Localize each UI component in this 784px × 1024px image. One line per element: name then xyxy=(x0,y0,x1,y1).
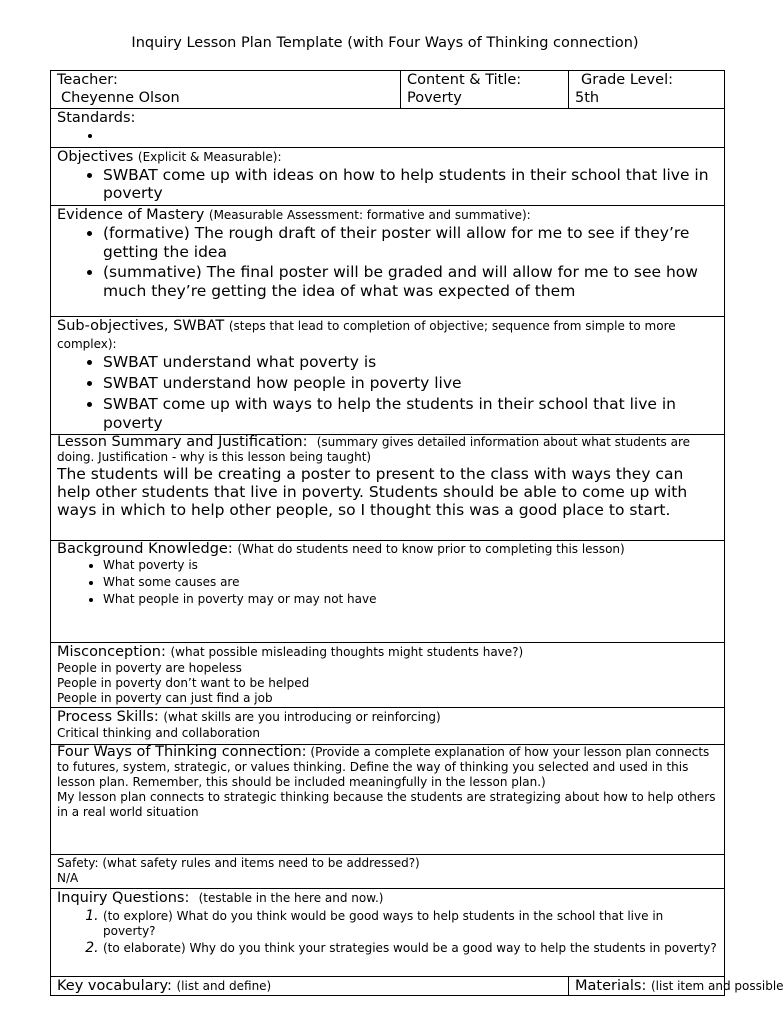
summary-label: Lesson Summary and Justification: xyxy=(57,434,308,450)
header-row xyxy=(51,71,725,109)
lesson-plan-table xyxy=(50,70,784,996)
safety-row xyxy=(51,855,725,889)
misconception-line: People in poverty don’t want to be helped xyxy=(57,676,310,690)
objectives-list xyxy=(57,166,718,202)
misconception-note: (what possible misleading thoughts might students have?) xyxy=(170,645,524,659)
evidence-note: (Measurable Assessment: formative and summative): xyxy=(208,208,531,222)
standards-list xyxy=(57,127,718,146)
background-label: Background Knowledge: xyxy=(57,541,233,557)
objectives-row xyxy=(51,148,725,206)
standards-cell xyxy=(51,109,725,148)
four-ways-label: Four Ways of Thinking connection: xyxy=(57,744,307,760)
materials-note: (list item and possible xyxy=(650,979,784,993)
list-item: 1. (to explore) What do you think would be good ways to help students in the school that live in poverty? xyxy=(103,909,718,939)
evidence-label: Evidence of Mastery xyxy=(57,207,205,223)
grade-cell xyxy=(569,71,725,109)
list-item: • What people in poverty may or may not have xyxy=(103,591,718,608)
process-label: Process Skills: xyxy=(57,709,159,725)
background-list xyxy=(57,557,718,608)
standards-row xyxy=(51,109,725,148)
inquiry-cell xyxy=(51,889,725,977)
subobjectives-label: Sub-objectives, SWBAT xyxy=(57,318,225,334)
safety-label: Safety: (what safety rules and items need to be addressed?) xyxy=(57,856,420,870)
materials-label: Materials: xyxy=(575,978,647,994)
summary-cell xyxy=(51,435,725,541)
list-item: • SWBAT come up with ideas on how to help students in their school that live in poverty xyxy=(103,166,718,202)
vocab-note: (list and define) xyxy=(176,979,272,993)
list-item xyxy=(103,127,718,146)
process-note: (what skills are you introducing or reinforcing) xyxy=(163,710,441,724)
four-ways-text: My lesson plan connects to strategic thinking because the students are strategizing about how to help others in a real world situation xyxy=(57,790,716,819)
teacher-name: Cheyenne Olson xyxy=(61,90,180,106)
misconception-cell xyxy=(51,643,725,708)
content-value: Poverty xyxy=(407,90,462,106)
evidence-list xyxy=(57,224,718,301)
content-cell xyxy=(401,71,569,109)
list-item: • What poverty is xyxy=(103,557,718,574)
teacher-label: Teacher: xyxy=(57,72,118,88)
list-item: • (formative) The rough draft of their poster will allow for me to see if they’re getting the idea xyxy=(103,224,718,262)
background-note: (What do students need to know prior to completing this lesson) xyxy=(237,542,625,556)
safety-cell xyxy=(51,855,725,889)
process-cell xyxy=(51,708,725,745)
grade-label: Grade Level: xyxy=(581,72,673,88)
misconception-line: People in poverty can just find a job xyxy=(57,691,273,705)
background-cell xyxy=(51,541,725,643)
evidence-cell xyxy=(51,206,725,317)
materials-cell xyxy=(569,977,784,996)
subobjectives-cell xyxy=(51,317,725,435)
subobjectives-note: (steps that lead to completion of objective; sequence from simple to more complex): xyxy=(57,319,676,351)
grade-value: 5th xyxy=(575,90,600,106)
list-item: 2. (to elaborate) Why do you think your strategies would be a good way to help the students in poverty? xyxy=(103,941,718,956)
summary-note: (summary gives detailed information about what students are doing. Justification - why is this lesson being taught) xyxy=(57,435,691,464)
process-row xyxy=(51,708,725,745)
footer-row xyxy=(51,977,725,996)
list-item: • SWBAT understand how people in poverty live xyxy=(103,374,718,393)
vocab-cell xyxy=(51,977,569,996)
inquiry-note: (testable in the here and now.) xyxy=(198,891,384,905)
list-item: • SWBAT understand what poverty is xyxy=(103,353,718,372)
safety-text: N/A xyxy=(57,871,79,885)
misconception-line: People in poverty are hopeless xyxy=(57,661,242,675)
summary-text: The students will be creating a poster to present to the class with ways they can help other students that live in poverty. Students should be able to come up with ways in which to help other people, so I thought this was a good place to start. xyxy=(57,465,688,519)
content-label: Content & Title: xyxy=(407,72,522,88)
summary-row xyxy=(51,435,725,541)
background-row xyxy=(51,541,725,643)
subobjectives-list xyxy=(57,353,718,433)
list-item: • (summative) The final poster will be graded and will allow for me to see how much they’re getting the idea of what was expected of them xyxy=(103,263,718,301)
list-item: • SWBAT come up with ways to help the students in their school that live in poverty xyxy=(103,395,718,433)
objectives-cell xyxy=(51,148,725,206)
objectives-label: Objectives xyxy=(57,149,134,165)
misconception-row xyxy=(51,643,725,708)
evidence-row xyxy=(51,206,725,317)
page-title: Inquiry Lesson Plan Template (with Four Ways of Thinking connection) xyxy=(131,35,639,51)
four-ways-note: (Provide a complete explanation of how your lesson plan connects to futures, system, strategic, or values thinking. Define the way of thinking you selected and used in this lesson plan. Remember, this should be included meaningfully in the lesson plan.) xyxy=(57,745,710,789)
vocab-label: Key vocabulary: xyxy=(57,978,172,994)
four-ways-cell xyxy=(51,745,725,855)
inquiry-label: Inquiry Questions: xyxy=(57,890,190,906)
process-text: Critical thinking and collaboration xyxy=(57,726,260,740)
four-ways-row xyxy=(51,745,725,855)
inquiry-row xyxy=(51,889,725,977)
inquiry-list xyxy=(57,909,718,956)
list-item: • What some causes are xyxy=(103,574,718,591)
standards-label: Standards: xyxy=(57,110,136,126)
subobjectives-row xyxy=(51,317,725,435)
teacher-cell xyxy=(51,71,401,109)
objectives-note: (Explicit & Measurable): xyxy=(137,150,282,164)
misconception-label: Misconception: xyxy=(57,644,166,660)
